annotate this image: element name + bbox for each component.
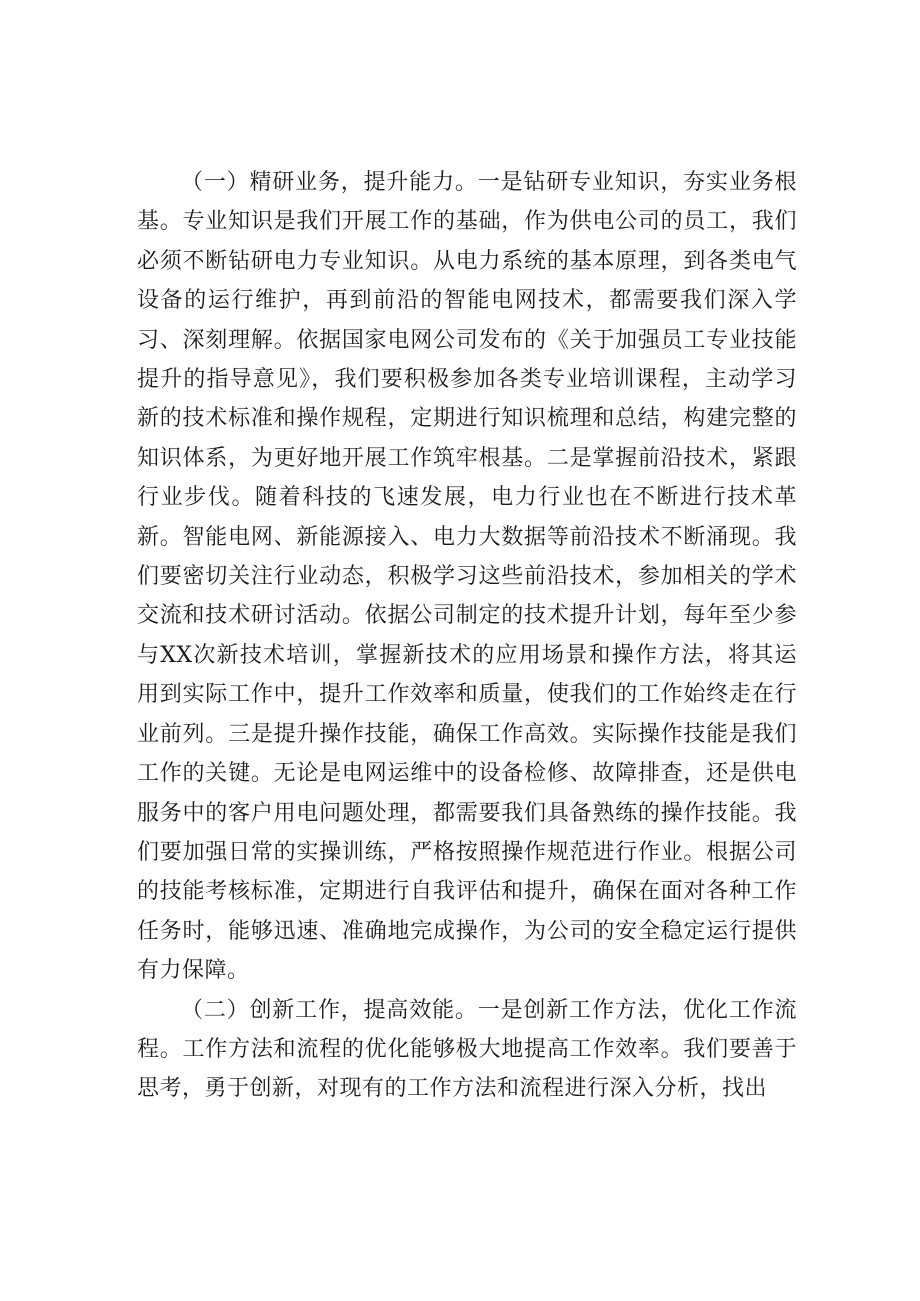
paragraph-1: （一）精研业务，提升能力。一是钻研专业知识，夯实业务根基。专业知识是我们开展工作的基础，作为供电公司的员工，我们必须不断钻研电力专业知识。从电力系统的基本原理，到各类电气设备的运行维护，再到前沿的智能电网技术，都需要我们深入学习、深刻理解。依据国家电网公司发布的《关于加强员工专业技能提升的指导意见》，我们要积极参加各类专业培训课程，主动学习新的技术标准和操作规程，定期进行知识梳理和总结，构建完整的知识体系，为更好地开展工作筑牢根基。二是掌握前沿技术，紧跟行业步伐。随着科技的飞速发展，电力行业也在不断进行技术革新。智能电网、新能源接入、电力大数据等前沿技术不断涌现。我们要密切关注行业动态，积极学习这些前沿技术，参加相关的学术交流和技术研讨活动。依据公司制定的技术提升计划，每年至少参与XX次新技术培训，掌握新技术的应用场景和操作方法，将其运用到实际工作中，提升工作效率和质量，使我们的工作始终走在行业前列。三是提升操作技能，确保工作高效。实际操作技能是我们工作的关键。无论是电网运维中的设备检修、故障排查，还是供电服务中的客户用电问题处理，都需要我们具备熟练的操作技能。我们要加强日常的实操训练，严格按照操作规范进行作业。根据公司的技能考核标准，定期进行自我评估和提升，确保在面对各种工作任务时，能够迅速、准确地完成操作，为公司的安全稳定运行提供有力保障。 (137, 170, 797, 984)
document-body (137, 163, 797, 1109)
paragraph-2: （二）创新工作，提高效能。一是创新工作方法，优化工作流程。工作方法和流程的优化能够极大地提高工作效率。我们要善于思考，勇于创新，对现有的工作方法和流程进行深入分析，找出 (137, 997, 797, 1102)
